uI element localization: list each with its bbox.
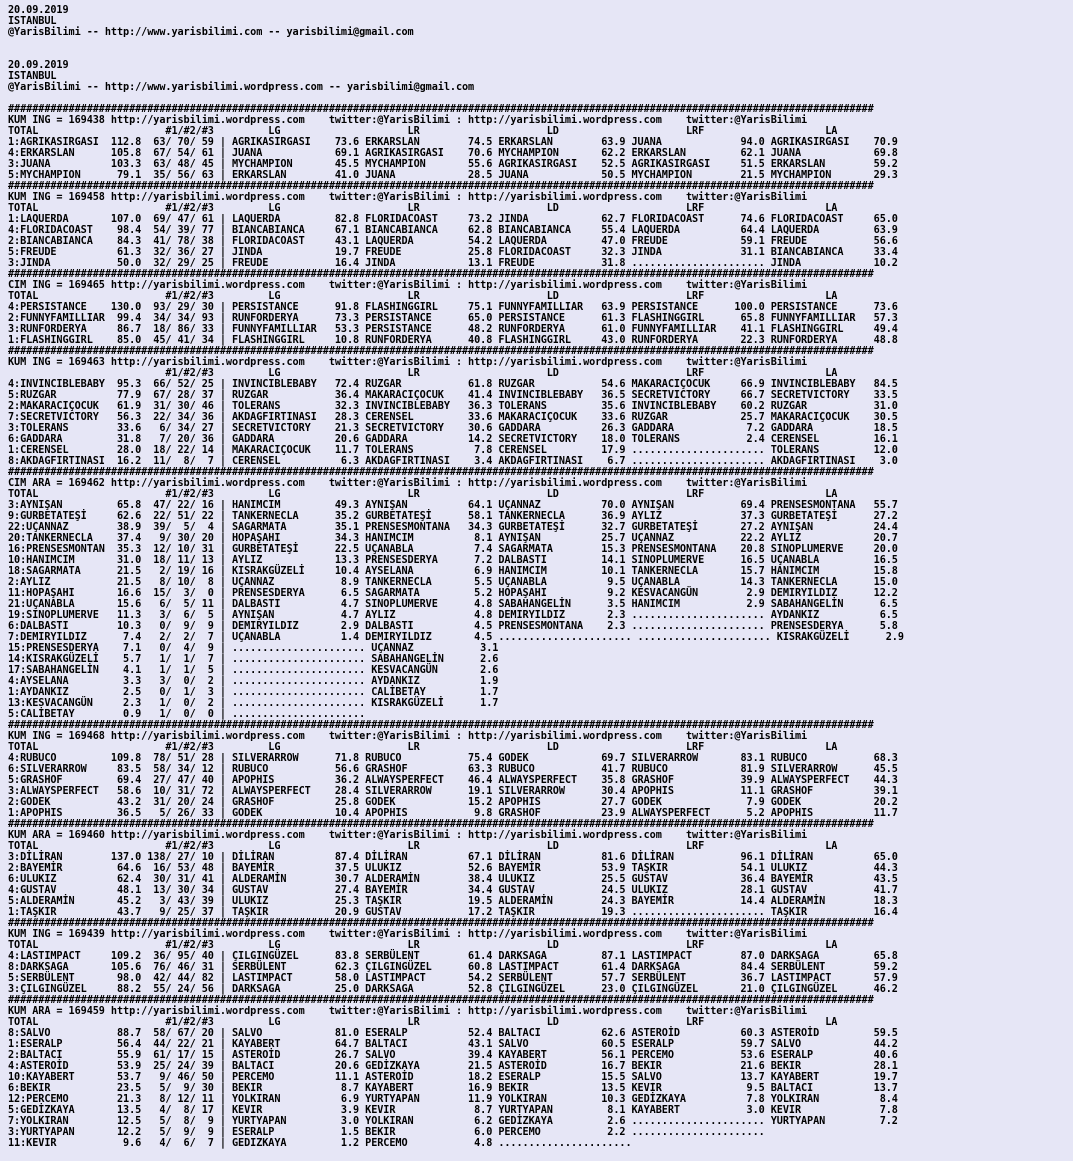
result-row: 1:FLASHINGGIRL 85.0 45/ 41/ 34 | FLASHINGGIRL 10.8 RUNFORDERYA 40.8 FLASHINGGIRL 43.0 RUNFORDERYA 22.3 RUNFORDERYA 48.8 (8, 335, 898, 346)
result-row: 7:YOLKIRAN 12.5 5/ 8/ 9 | YURTYAPAN 3.0 YOLKIRAN 6.2 GEDİZKAYA 2.6 ...................... YURTYAPAN 7.2 (8, 1116, 898, 1127)
race-section (8, 467, 904, 720)
header-line: ISTANBUL (8, 71, 57, 82)
result-row: 4:FLORIDACOAST 98.4 54/ 39/ 77 | BIANCABIANCA 67.1 BIANCABIANCA 62.8 BIANCABIANCA 55.4 LAQUERDA 64.4 LAQUERDA 63.9 (8, 225, 898, 236)
result-row: 6:DALBASTI 10.3 0/ 9/ 9 | DEMIRYILDIZ 2.9 DALBASTI 4.5 PRENSESMONTANA 2.3 ...................... PRENSESDERYA 5.8 (8, 621, 898, 632)
section-separator: ############################################################################################################################################### (8, 819, 874, 830)
column-header-line: TOTAL #1/#2/#3 LG LR LD LRF LA (8, 940, 838, 951)
result-row: 18:SAGARMATA 21.5 2/ 19/ 16 | KISRAKGÜZELİ 10.4 AYSELANA 6.9 HANIMCIM 10.1 TANKERNECLA 15.7 HANIMCIM 15.8 (8, 566, 898, 577)
result-row: 4:PERSISTANCE 130.0 93/ 29/ 30 | PERSISTANCE 91.8 FLASHINGGIRL 75.1 FUNNYFAMILLIAR 63.9 PERSISTANCE 100.0 PERSISTANCE 73.6 (8, 302, 898, 313)
result-row: 21:UÇANABLA 15.6 6/ 5/ 11 | DALBASTI 4.7 SINOPLUMERVE 4.8 SABAHANGELİN 3.5 HANIMCIM 2.9 SABAHANGELİN 6.5 (8, 599, 898, 610)
header-line: @YarisBilimi -- http://www.yarisbilimi.com -- yarisbilimi@gmail.com (8, 27, 414, 38)
result-row: 3:RUNFORDERYA 86.7 18/ 86/ 33 | FUNNYFAMILLIAR 53.3 PERSISTANCE 48.2 RUNFORDERYA 61.0 FUNNYFAMILLIAR 41.1 FLASHINGGIRL 49.4 (8, 324, 898, 335)
result-row: 3:JUANA 103.3 63/ 48/ 45 | MYCHAMPION 45.5 MYCHAMPION 55.6 AGRIKASIRGASI 52.5 AGRIKASIRGASI 51.5 ERKARSLAN 59.2 (8, 159, 898, 170)
result-row: 5:ALDERAMİN 45.2 3/ 43/ 39 | ULUKIZ 25.3 TAŞKIR 19.5 ALDERAMİN 24.3 BAYEMİR 14.4 ALDERAMİN 18.3 (8, 896, 898, 907)
race-section (8, 346, 898, 467)
result-row: 1:CERENSEL 28.0 18/ 22/ 14 | MAKARACIÇOCUK 11.7 TOLERANS 7.8 CERENSEL 17.9 ...................... TOLERANS 12.0 (8, 445, 898, 456)
result-row: 3:YURTYAPAN 12.2 5/ 9/ 9 | ESERALP 1.5 BEKIR 6.0 PERCEMO 2.2 ...................... (8, 1127, 765, 1138)
race-section (8, 720, 898, 819)
race-title-line: KUM ING = 169438 http://yarisbilimi.wordpress.com twitter:@YarisBilimi : http://yarisbilimi.wordpress.com twitter:@YarisBilimi (8, 115, 808, 126)
result-row: 8:DARKSAGA 105.6 76/ 46/ 31 | SERBÜLENT 62.3 ÇILGINGÜZEL 60.8 LASTIMPACT 61.4 DARKSAGA 84.4 SERBÜLENT 59.2 (8, 962, 898, 973)
result-row: 5:FREUDE 61.3 32/ 36/ 27 | JINDA 19.7 FREUDE 25.8 FLORIDACOAST 32.3 JINDA 31.1 BIANCABIANCA 33.4 (8, 247, 898, 258)
result-row: 11:HOPAŞAHI 16.6 15/ 3/ 0 | PRENSESDERYA 6.5 SAGARMATA 5.2 HOPAŞAHI 9.2 KESVACANGÜN 2.9 DEMIRYILDIZ 12.2 (8, 588, 898, 599)
result-row: 22:UÇANNAZ 38.9 39/ 5/ 4 | SAGARMATA 35.1 PRENSESMONTANA 34.3 GURBETATEŞİ 32.7 GURBETATEŞİ 27.2 AYNIŞAN 24.4 (8, 522, 898, 533)
result-row: 3:DİLİRAN 137.0 138/ 27/ 10 | DİLİRAN 87.4 DİLİRAN 67.1 DİLİRAN 81.6 DİLİRAN 96.1 DİLİRAN 65.0 (8, 852, 898, 863)
column-header-line: TOTAL #1/#2/#3 LG LR LD LRF LA (8, 742, 838, 753)
result-row: 4:ASTEROİD 53.9 25/ 24/ 39 | BALTACI 20.6 GEDİZKAYA 21.5 ASTEROİD 16.7 BEKIR 21.6 BEKIR 28.1 (8, 1061, 898, 1072)
result-row: 5:MYCHAMPION 79.1 35/ 56/ 63 | ERKARSLAN 41.0 JUANA 28.5 JUANA 50.5 MYCHAMPION 21.5 MYCHAMPION 29.3 (8, 170, 898, 181)
result-row: 3:TOLERANS 33.6 6/ 34/ 27 | SECRETVICTORY 21.3 SECRETVICTORY 30.6 GADDARA 26.3 GADDARA 7.2 GADDARA 18.5 (8, 423, 898, 434)
result-row: 7:SECRETVICTORY 56.3 22/ 34/ 36 | AKDAGFIRTINASI 28.3 CERENSEL 33.6 MAKARACIÇOCUK 33.6 RUZGAR 25.7 MAKARACIÇOCUK 30.5 (8, 412, 898, 423)
race-title-line: KUM ARA = 169460 http://yarisbilimi.wordpress.com twitter:@YarisBilimi : http://yarisbilimi.wordpress.com twitter:@YarisBilimi (8, 830, 808, 841)
result-row: 2:MAKARACIÇOCUK 61.9 31/ 30/ 46 | TOLERANS 32.3 INVINCIBLEBABY 36.3 TOLERANS 35.6 INVINCIBLEBABY 60.2 RUZGAR 31.0 (8, 401, 898, 412)
result-row: 19:SINOPLUMERVE 11.3 3/ 6/ 5 | AYNIŞAN 4.7 AYLIZ 4.8 DEMIRYILDIZ 2.3 ...................... AYDANKIZ 6.5 (8, 610, 898, 621)
result-row: 4:GUSTAV 48.1 13/ 30/ 34 | GUSTAV 27.4 BAYEMİR 34.4 GUSTAV 24.5 ULUKIZ 28.1 GUSTAV 41.7 (8, 885, 898, 896)
column-header-line: TOTAL #1/#2/#3 LG LR LD LRF LA (8, 126, 838, 137)
result-row: 11:KEVIR 9.6 4/ 6/ 7 | GEDIZKAYA 1.2 PERCEMO 4.8 ...................... (8, 1138, 632, 1149)
result-row: 1:ESERALP 56.4 44/ 22/ 21 | KAYABERT 64.7 BALTACI 43.1 SALVO 60.5 ESERALP 59.7 SALVO 44.2 (8, 1039, 898, 1050)
race-title-line: CIM ARA = 169462 http://yarisbilimi.wordpress.com twitter:@YarisBilimi : http://yarisbilimi.wordpress.com twitter:@YarisBilimi (8, 478, 808, 489)
race-section (8, 269, 898, 346)
result-row: 8:AKDAGFIRTINASI 16.2 11/ 8/ 7 | CERENSEL 6.3 AKDAGFIRTINASI 3.4 AKDAGFIRTINASI 6.7 ...................... AKDAGFIRTINASI 3.0 (8, 456, 898, 467)
result-row: 2:BIANCABIANCA 84.3 41/ 78/ 38 | FLORIDACOAST 43.1 LAQUERDA 54.2 LAQUERDA 47.0 FREUDE 59.1 FREUDE 56.6 (8, 236, 898, 247)
result-row: 1:TAŞKIR 43.7 9/ 25/ 37 | TAŞKIR 20.9 GUSTAV 17.2 TAŞKIR 19.3 ...................... TAŞKIR 16.4 (8, 907, 898, 918)
column-header-line: #1/#2/#3 LG LR LD LRF LA (8, 368, 838, 379)
section-separator: ############################################################################################################################################### (8, 720, 874, 731)
result-row: 4:LASTIMPACT 109.2 36/ 95/ 40 | ÇILGINGÜZEL 83.8 SERBÜLENT 61.4 DARKSAGA 87.1 LASTIMPACT 87.0 DARKSAGA 65.8 (8, 951, 898, 962)
race-section (8, 819, 898, 918)
result-row: 7:DEMIRYILDIZ 7.4 2/ 2/ 7 | UÇANABLA 1.4 DEMIRYILDIZ 4.5 ...................... ...................... KISRAKGÜZELİ 2.9 (8, 632, 904, 643)
header-line: 20.09.2019 (8, 5, 69, 16)
race-section (8, 104, 898, 181)
header-line: 20.09.2019 (8, 60, 69, 71)
result-row: 2:FUNNYFAMILLIAR 99.4 34/ 34/ 93 | RUNFORDERYA 73.3 PERSISTANCE 65.0 PERSISTANCE 61.3 FLASHINGGIRL 65.8 FUNNYFAMILLIAR 57.3 (8, 313, 898, 324)
race-title-line: KUM ING = 169463 http://yarisbilimi.wordpress.com twitter:@YarisBilimi : http://yarisbilimi.wordpress.com twitter:@YarisBilimi (8, 357, 808, 368)
result-row: 6:SILVERARROW 83.5 58/ 34/ 12 | RUBUCO 56.6 GRASHOF 63.3 RUBUCO 41.7 RUBUCO 81.9 SILVERARROW 45.5 (8, 764, 898, 775)
result-row: 2:AYLIZ 21.5 8/ 10/ 8 | UÇANNAZ 8.9 TANKERNECLA 5.5 UÇANABLA 9.5 UÇANABLA 14.3 TANKERNECLA 15.0 (8, 577, 898, 588)
result-row: 4:INVINCIBLEBABY 95.3 66/ 52/ 25 | INVINCIBLEBABY 72.4 RUZGAR 61.8 RUZGAR 54.6 MAKARACIÇOCUK 66.9 INVINCIBLEBABY 84.5 (8, 379, 898, 390)
result-row: 3:ALWAYSPERFECT 58.6 10/ 31/ 72 | ALWAYSPERFECT 28.4 SILVERARROW 19.1 SILVERARROW 30.4 APOPHIS 11.1 GRASHOF 39.1 (8, 786, 898, 797)
result-row: 14:KISRAKGÜZELİ 5.7 1/ 1/ 7 | ...................... SABAHANGELİN 2.6 (8, 654, 499, 665)
result-row: 1:LAQUERDA 107.0 69/ 47/ 61 | LAQUERDA 82.8 FLORIDACOAST 73.2 JINDA 62.7 FLORIDACOAST 74.6 FLORIDACOAST 65.0 (8, 214, 898, 225)
result-row: 4:RUBUCO 109.8 78/ 51/ 28 | SILVERARROW 71.8 RUBUCO 75.4 GODEK 69.7 SILVERARROW 83.1 RUBUCO 68.3 (8, 753, 898, 764)
result-row: 5:GRASHOF 69.4 27/ 47/ 40 | APOPHIS 36.2 ALWAYSPERFECT 46.4 ALWAYSPERFECT 35.8 GRASHOF 39.9 ALWAYSPERFECT 44.3 (8, 775, 898, 786)
result-row: 8:SALVO 88.7 58/ 67/ 20 | SALVO 81.0 ESERALP 52.4 BALTACI 62.6 ASTEROİD 60.3 ASTEROİD 59.5 (8, 1028, 898, 1039)
result-row: 16:PRENSESMONTAN 35.3 12/ 10/ 31 | GURBETATEŞİ 22.5 UÇANABLA 7.4 SAGARMATA 15.3 PRENSESMONTANA 20.8 SINOPLUMERVE 20.0 (8, 544, 898, 555)
column-header-line: TOTAL #1/#2/#3 LG LR LD LRF LA (8, 203, 838, 214)
race-section (8, 181, 898, 269)
result-row: 2:BALTACI 55.9 61/ 17/ 15 | ASTEROİD 26.7 SALVO 39.4 KAYABERT 56.1 PERCEMO 53.6 ESERALP 40.6 (8, 1050, 898, 1061)
race-title-line: KUM ARA = 169459 http://yarisbilimi.wordpress.com twitter:@YarisBilimi : http://yarisbilimi.wordpress.com twitter:@YarisBilimi (8, 1006, 808, 1017)
result-row: 2:GODEK 43.2 31/ 20/ 24 | GRASHOF 25.8 GODEK 15.2 APOPHIS 27.7 GODEK 7.9 GODEK 20.2 (8, 797, 898, 808)
race-section (8, 995, 898, 1149)
section-separator: ############################################################################################################################################### (8, 269, 874, 280)
race-title-line: KUM ING = 169468 http://yarisbilimi.wordpress.com twitter:@YarisBilimi : http://yarisbilimi.wordpress.com twitter:@YarisBilimi (8, 731, 808, 742)
header-line: ISTANBUL (8, 16, 57, 27)
section-separator: ############################################################################################################################################### (8, 104, 874, 115)
result-row: 6:GADDARA 31.8 7/ 20/ 36 | GADDARA 20.6 GADDARA 14.2 SECRETVICTORY 18.0 TOLERANS 2.4 CERENSEL 16.1 (8, 434, 898, 445)
result-row: 5:CALİBETAY 0.9 1/ 0/ 0 | ...................... (8, 709, 366, 720)
result-row: 20:TANKERNECLA 37.4 9/ 30/ 20 | HOPAŞAHI 34.3 HANIMCIM 8.1 AYNIŞAN 25.7 UÇANNAZ 22.2 AYLIZ 20.7 (8, 533, 898, 544)
result-row: 15:PRENSESDERYA 7.1 0/ 4/ 9 | ...................... UÇANNAZ 3.1 (8, 643, 499, 654)
result-row: 4:ERKARSLAN 105.8 67/ 54/ 61 | JUANA 69.1 AGRIKASIRGASI 70.6 MYCHAMPION 62.2 ERKARSLAN 62.1 JUANA 69.8 (8, 148, 898, 159)
result-row: 13:KESVACANGÜN 2.3 1/ 0/ 2 | ...................... KISRAKGÜZELİ 1.7 (8, 698, 499, 709)
report-header (8, 5, 474, 93)
column-header-line: TOTAL #1/#2/#3 LG LR LD LRF LA (8, 841, 838, 852)
result-row: 9:GURBETATEŞİ 62.6 22/ 51/ 22 | TANKERNECLA 35.2 GURBETATEŞİ 58.1 TANKERNECLA 36.9 AYLIZ 37.3 GURBETATEŞİ 27.2 (8, 511, 898, 522)
header-line: @YarisBilimi -- http://www.yarisbilimi.wordpress.com -- yarisbilimi@gmail.com (8, 82, 475, 93)
result-row: 3:ÇILGINGÜZEL 88.2 55/ 24/ 56 | DARKSAGA 25.0 DARKSAGA 52.8 ÇILGINGÜZEL 23.0 ÇILGINGÜZEL 21.0 ÇILGINGÜZEL 46.2 (8, 984, 898, 995)
section-separator: ############################################################################################################################################### (8, 181, 874, 192)
race-sections (8, 104, 904, 1149)
race-title-line: CIM ING = 169465 http://yarisbilimi.wordpress.com twitter:@YarisBilimi : http://yarisbilimi.wordpress.com twitter:@YarisBilimi (8, 280, 808, 291)
result-row: 17:SABAHANGELİN 4.1 1/ 1/ 5 | ...................... KESVACANGÜN 2.6 (8, 665, 499, 676)
result-row: 1:AGRIKASIRGASI 112.8 63/ 70/ 59 | AGRIKASIRGASI 73.6 ERKARSLAN 74.5 ERKARSLAN 63.9 JUANA 94.0 AGRIKASIRGASI 70.9 (8, 137, 898, 148)
race-title-line: KUM ING = 169439 http://yarisbilimi.wordpress.com twitter:@YarisBilimi : http://yarisbilimi.wordpress.com twitter:@YarisBilimi (8, 929, 808, 940)
race-section (8, 918, 898, 995)
result-row: 6:BEKIR 23.5 5/ 9/ 30 | BEKIR 8.7 KAYABERT 16.9 BEKIR 13.5 KEVIR 9.5 BALTACI 13.7 (8, 1083, 898, 1094)
result-row: 4:AYSELANA 3.3 3/ 0/ 2 | ...................... AYDANKIZ 1.9 (8, 676, 499, 687)
column-header-line: TOTAL #1/#2/#3 LG LR LD LRF LA (8, 489, 838, 500)
result-row: 5:GEDİZKAYA 13.5 4/ 8/ 17 | KEVIR 3.9 KEVIR 8.7 YURTYAPAN 8.1 KAYABERT 3.0 KEVIR 7.8 (8, 1105, 898, 1116)
section-separator: ############################################################################################################################################### (8, 918, 874, 929)
column-header-line: TOTAL #1/#2/#3 LG LR LD LRF LA (8, 291, 838, 302)
result-row: 3:JINDA 50.0 32/ 29/ 25 | FREUDE 16.4 JINDA 13.1 FREUDE 31.8 ...................... JINDA 10.2 (8, 258, 898, 269)
result-row: 6:ULUKIZ 62.4 30/ 31/ 41 | ALDERAMİN 30.7 ALDERAMİN 38.4 ULUKIZ 25.5 GUSTAV 36.4 BAYEMİR 43.5 (8, 874, 898, 885)
result-row: 5:SERBÜLENT 98.0 42/ 44/ 82 | LASTIMPACT 58.0 LASTIMPACT 54.2 SERBÜLENT 57.7 SERBÜLENT 36.7 LASTIMPACT 57.9 (8, 973, 898, 984)
result-row: 2:BAYEMİR 64.6 16/ 53/ 48 | BAYEMİR 37.5 ULUKIZ 52.6 BAYEMİR 53.9 TAŞKIR 54.1 ULUKIZ 44.3 (8, 863, 898, 874)
result-row: 3:AYNIŞAN 65.8 47/ 22/ 16 | HANIMCIM 49.3 AYNIŞAN 64.1 UÇANNAZ 70.0 AYNIŞAN 69.4 PRENSESMONTANA 55.7 (8, 500, 898, 511)
result-row: 10:KAYABERT 53.7 9/ 46/ 50 | PERCEMO 11.1 ASTEROİD 18.2 ESERALP 15.5 SALVO 13.7 KAYABERT 19.7 (8, 1072, 898, 1083)
result-row: 5:RUZGAR 77.9 67/ 28/ 37 | RUZGAR 36.4 MAKARACIÇOCUK 41.4 INVINCIBLEBABY 36.5 SECRETVICTORY 66.7 SECRETVICTORY 33.5 (8, 390, 898, 401)
result-row: 10:HANIMCIM 31.0 18/ 11/ 13 | AYLIZ 13.3 PRENSESDERYA 7.2 DALBASTI 14.1 SINOPLUMERVE 16.5 UÇANABLA 16.5 (8, 555, 898, 566)
result-row: 1:AYDANKIZ 2.5 0/ 1/ 3 | ...................... CALİBETAY 1.7 (8, 687, 499, 698)
section-separator: ############################################################################################################################################### (8, 467, 874, 478)
race-title-line: KUM ING = 169458 http://yarisbilimi.wordpress.com twitter:@YarisBilimi : http://yarisbilimi.wordpress.com twitter:@YarisBilimi (8, 192, 808, 203)
section-separator: ############################################################################################################################################### (8, 995, 874, 1006)
column-header-line: TOTAL #1/#2/#3 LG LR LD LRF LA (8, 1017, 838, 1028)
section-separator: ############################################################################################################################################### (8, 346, 874, 357)
result-row: 1:APOPHIS 36.5 5/ 26/ 33 | GODEK 10.4 APOPHIS 9.8 GRASHOF 23.9 ALWAYSPERFECT 5.2 APOPHIS 11.7 (8, 808, 898, 819)
result-row: 12:PERCEMO 21.3 8/ 12/ 11 | YOLKIRAN 6.9 YURTYAPAN 11.9 YOLKIRAN 10.3 GEDİZKAYA 7.8 YOLKIRAN 8.4 (8, 1094, 898, 1105)
